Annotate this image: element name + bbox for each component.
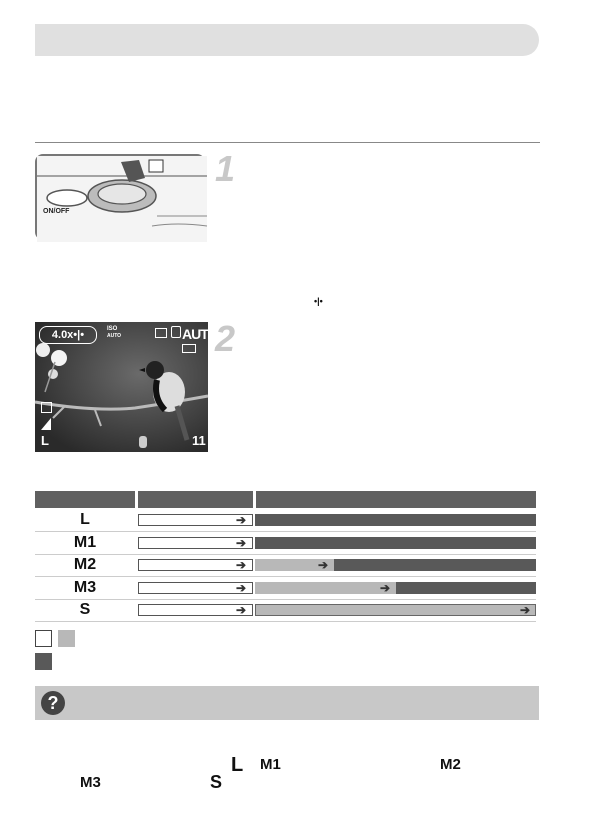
- section-header-bar: [35, 24, 539, 56]
- drive-mode-icon: [155, 328, 167, 338]
- legend-dark-box: [35, 653, 52, 670]
- tip-header-bar: [35, 686, 539, 720]
- compression-icon: [41, 418, 51, 430]
- power-button-label: ON/OFF: [43, 208, 70, 215]
- size-m1-icon: M1: [260, 756, 281, 773]
- arrow-icon: ➔: [236, 513, 247, 527]
- deteriorated-range-bar: [255, 514, 536, 526]
- question-icon: ?: [41, 691, 65, 715]
- shots-remaining: 11: [192, 433, 206, 448]
- size-m3-icon: M3: [80, 774, 101, 791]
- step-number-1: 1: [215, 148, 236, 189]
- camera-top-illustration: [35, 154, 205, 240]
- size-label-s: S: [79, 601, 91, 618]
- no-deterioration-range-bar: [255, 582, 396, 594]
- zoom-readout: 4.0x•|•: [39, 326, 97, 344]
- arrow-icon: ➔: [318, 558, 329, 572]
- legend-light-box: [58, 630, 75, 647]
- deteriorated-range-bar: [255, 537, 536, 549]
- camera-top-drawing: [37, 156, 207, 242]
- size-l-icon: L: [231, 754, 244, 776]
- table-header-col-digital: [138, 491, 253, 508]
- row-separator: [35, 576, 536, 577]
- row-separator: [35, 621, 536, 622]
- size-letter: L: [41, 433, 49, 448]
- arrow-icon: ➔: [236, 558, 247, 572]
- size-label-l: L: [80, 511, 90, 528]
- metering-icon: [41, 402, 52, 413]
- legend-white-box: [35, 630, 52, 647]
- step-number-2: 2: [215, 318, 236, 359]
- table-header-col-range: [256, 491, 536, 508]
- camera-mode-icon: [171, 326, 181, 338]
- table-header-col-size: [35, 491, 135, 508]
- arrow-icon: ➔: [236, 581, 247, 595]
- size-m2-icon: M2: [440, 756, 461, 773]
- row-separator: [35, 554, 536, 555]
- size-label-m3: M3: [73, 579, 97, 596]
- size-s-icon: S: [210, 772, 223, 792]
- no-deterioration-range-bar: [255, 604, 536, 616]
- row-separator: [35, 599, 536, 600]
- arrow-icon: ➔: [236, 536, 247, 550]
- size-label-m2: M2: [73, 556, 97, 573]
- arrow-icon: ➔: [236, 603, 247, 617]
- arrow-icon: ➔: [520, 603, 531, 617]
- lcd-screen: [35, 322, 218, 452]
- mode-auto-label: AUTO: [182, 326, 218, 342]
- shake-warning-icon: [139, 436, 147, 448]
- digital-zoom-icon: •|•: [314, 296, 323, 306]
- size-label-m1: M1: [73, 534, 97, 551]
- iso-value: AUTO: [107, 333, 122, 339]
- battery-icon: [182, 344, 196, 353]
- arrow-icon: ➔: [380, 581, 391, 595]
- row-separator: [35, 531, 536, 532]
- iso-label: ISO: [107, 326, 118, 332]
- section-divider: [35, 142, 540, 143]
